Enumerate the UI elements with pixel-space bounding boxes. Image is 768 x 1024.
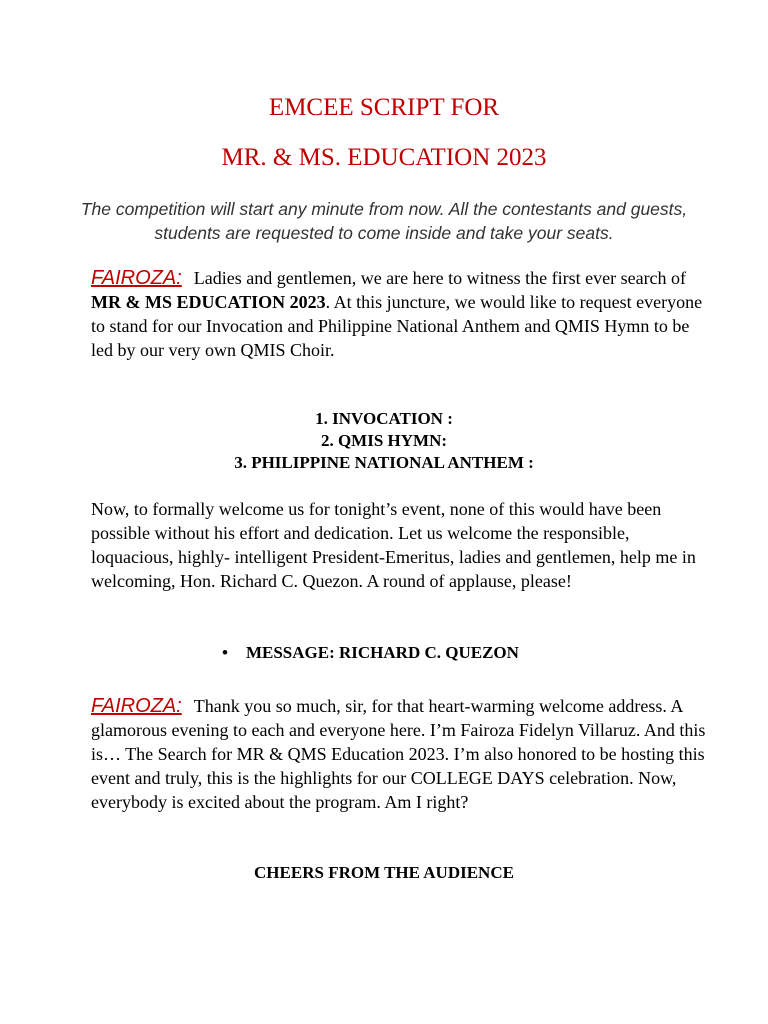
- message-item: [222, 642, 519, 664]
- paragraph-opening: [91, 266, 711, 362]
- paragraph-text: Thank you so much, sir, for that heart-warming welcome address. A glamorous evening to each and everyone here. I’m Fairoza Fidelyn Villaruz. And this is… The Search for MR & QMS Education 2023. I’m also honored to be hosting this event and truly, this is the highlights for our COLLEGE DAYS celebration. Now, everybody is excited about the program. Am I right?: [91, 696, 706, 812]
- speaker-label: FAIROZA:: [91, 267, 182, 289]
- message-text: MESSAGE: RICHARD C. QUEZON: [245, 643, 519, 662]
- event-name-bold: MR & MS EDUCATION 2023: [91, 292, 326, 312]
- document-title-line-1: EMCEE SCRIPT FOR: [268, 94, 500, 121]
- speaker-label: FAIROZA:: [91, 695, 182, 717]
- program-item-invocation: 1. INVOCATION :: [315, 409, 453, 428]
- stage-direction-cheers: CHEERS FROM THE AUDIENCE: [254, 863, 514, 882]
- program-item-anthem: 3. PHILIPPINE NATIONAL ANTHEM :: [234, 453, 534, 472]
- bullet-icon: •: [222, 643, 228, 662]
- paragraph-text: . At this juncture, we would like to request everyone to stand for our Invocation and Philippine National Anthem and QMIS Hymn to be led by our very own QMIS Choir.: [91, 292, 703, 360]
- paragraph-host-intro: [91, 694, 711, 814]
- paragraph-text: Ladies and gentlemen, we are here to witness the first ever search of: [193, 268, 687, 288]
- program-list: [0, 408, 768, 474]
- program-item-hymn: 2. QMIS HYMN:: [320, 431, 448, 450]
- document-title-line-2: MR. & MS. EDUCATION 2023: [221, 144, 547, 171]
- intro-announcement: The competition will start any minute from now. All the contestants and guests, students are requested to come inside and take your seats.: [80, 199, 688, 243]
- paragraph-welcome: Now, to formally welcome us for tonight’s event, none of this would have been possible without his effort and dedication. Let us welcome the responsible, loquacious, highly- intelligent President-Emeritus, ladies and gentlemen, help me in welcoming, Hon. Richard C. Quezon. A round of applause, please!: [91, 499, 696, 591]
